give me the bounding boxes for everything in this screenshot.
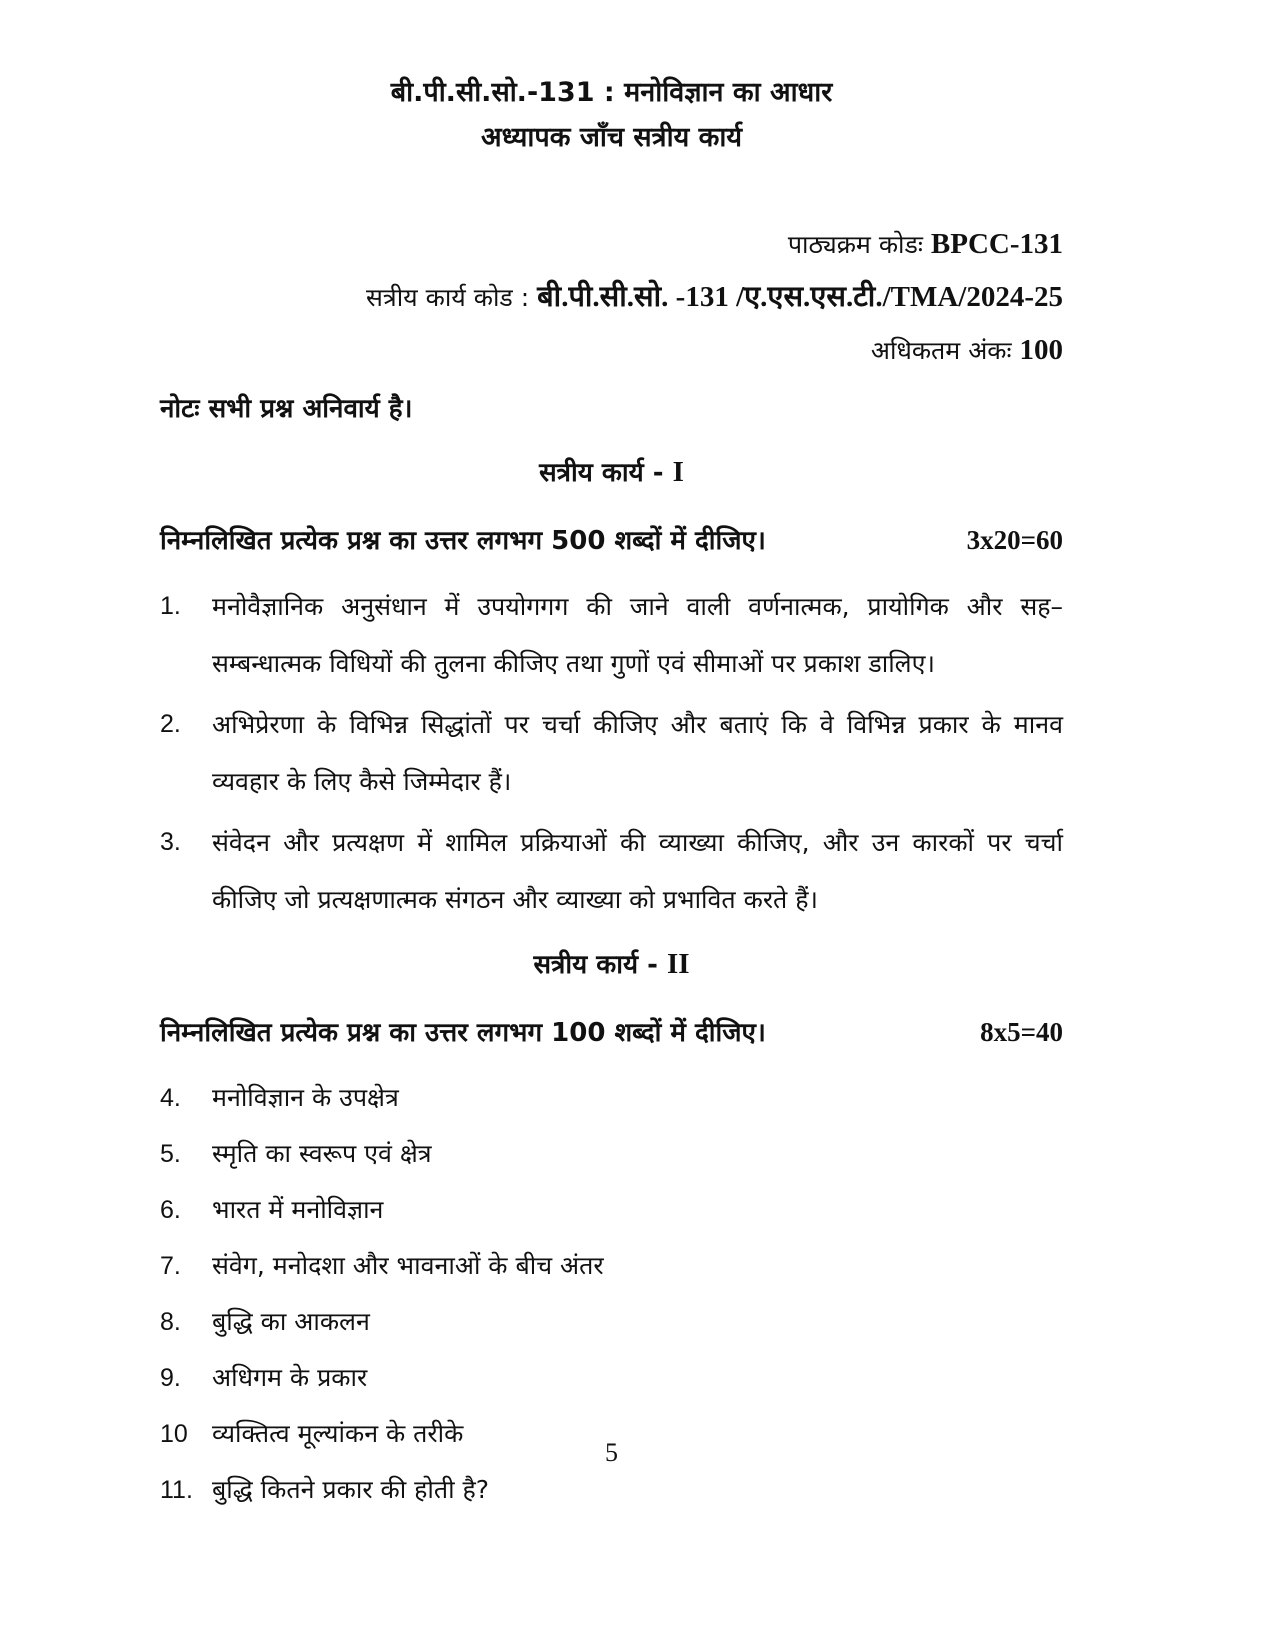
max-marks-label: अधिकतम अंकः — [870, 336, 1012, 365]
section1-marks: 3x20=60 — [966, 525, 1063, 555]
question-number: 5. — [160, 1140, 181, 1168]
assignment-type-line: अध्यापक जाँच सत्रीय कार्य — [480, 122, 743, 153]
question-item — [160, 814, 1063, 928]
course-title-line: बी.पी.सी.सो.-131 : मनोविज्ञान का आधार — [390, 77, 833, 108]
question-text: अभिप्रेरणा के विभिन्न सिद्धांतों पर चर्चा कीजिए और बताएं कि वे विभिन्न प्रकार के मानव व्यवहार के लिए कैसे जिम्मेदार हैं। — [212, 710, 1063, 796]
question-item — [160, 1126, 1063, 1182]
assignment-code-line — [160, 271, 1063, 324]
question-text: स्मृति का स्वरूप एवं क्षेत्र — [212, 1139, 432, 1168]
course-code-label: पाठ्यक्रम कोडः — [787, 230, 923, 259]
question-text: व्यक्तित्व मूल्यांकन के तरीके — [212, 1419, 464, 1448]
section1-question-list — [160, 578, 1063, 928]
section2-instruction: निम्नलिखित प्रत्येक प्रश्न का उत्तर लगभग 100 शब्दों में दीजिए। — [160, 1018, 766, 1048]
section2-marks: 8x5=40 — [980, 1017, 1063, 1047]
question-text: संवेदन और प्रत्यक्षण में शामिल प्रक्रियाओं की व्याख्या कीजिए, और उन कारकों पर चर्चा कीजिए जो प्रत्यक्षणात्मक संगठन और व्याख्या को प्रभावित करते हैं। — [212, 828, 1063, 914]
question-item — [160, 1182, 1063, 1238]
question-number: 2. — [160, 710, 181, 738]
note-line: नोटः सभी प्रश्न अनिवार्य है। — [160, 394, 413, 424]
course-code-value: BPCC-131 — [930, 228, 1063, 260]
question-number: 9. — [160, 1364, 181, 1392]
question-number: 1. — [160, 592, 181, 620]
question-text: संवेग, मनोदशा और भावनाओं के बीच अंतर — [212, 1251, 604, 1280]
document-content — [160, 70, 1063, 1518]
document-title — [160, 70, 1063, 160]
question-text: बुद्धि का आकलन — [212, 1307, 370, 1336]
max-marks-line — [160, 324, 1063, 377]
question-number: 3. — [160, 828, 181, 856]
question-number: 10 — [160, 1420, 188, 1448]
question-text: भारत में मनोविज्ञान — [212, 1195, 384, 1224]
header-meta-block — [160, 218, 1063, 377]
assignment-code-label: सत्रीय कार्य कोड : — [366, 283, 530, 312]
question-item — [160, 1294, 1063, 1350]
question-item — [160, 1350, 1063, 1406]
question-text: मनोविज्ञान के उपक्षेत्र — [212, 1083, 399, 1112]
question-number: 6. — [160, 1196, 181, 1224]
question-item — [160, 1070, 1063, 1126]
question-item — [160, 1462, 1063, 1518]
section1-instruction: निम्नलिखित प्रत्येक प्रश्न का उत्तर लगभग 500 शब्दों में दीजिए। — [160, 526, 766, 556]
section1-title — [160, 446, 1063, 500]
page-number: 5 — [605, 1438, 618, 1467]
section2-title-numeral: II — [666, 948, 690, 980]
section2-instruction-row — [160, 1006, 1063, 1060]
section2-title — [160, 938, 1063, 992]
question-text: मनोवैज्ञानिक अनुसंधान में उपयोगगग की जाने वाली वर्णनात्मक, प्रायोगिक और सह–सम्बन्धात्मक विधियों की तुलना कीजिए तथा गुणों एवं सीमाओं पर प्रकाश डालिए। — [212, 592, 1063, 678]
assignment-code-value: बी.पी.सी.सो. -131 /ए.एस.एस.टी./TMA/2024-25 — [537, 281, 1063, 313]
question-number: 7. — [160, 1252, 181, 1280]
max-marks-value: 100 — [1019, 334, 1063, 366]
section1-title-text: सत्रीय कार्य - — [539, 458, 664, 488]
question-text: अधिगम के प्रकार — [212, 1363, 368, 1392]
question-item — [160, 696, 1063, 810]
course-code-line — [160, 218, 1063, 271]
question-number: 4. — [160, 1084, 181, 1112]
section1-title-numeral: I — [672, 456, 684, 488]
section1-instruction-row — [160, 514, 1063, 568]
question-number: 11. — [160, 1476, 193, 1504]
question-item — [160, 1238, 1063, 1294]
question-item — [160, 578, 1063, 692]
question-number: 8. — [160, 1308, 181, 1336]
section2-title-text: सत्रीय कार्य - — [533, 950, 658, 980]
question-text: बुद्धि कितने प्रकार की होती है? — [212, 1475, 490, 1504]
